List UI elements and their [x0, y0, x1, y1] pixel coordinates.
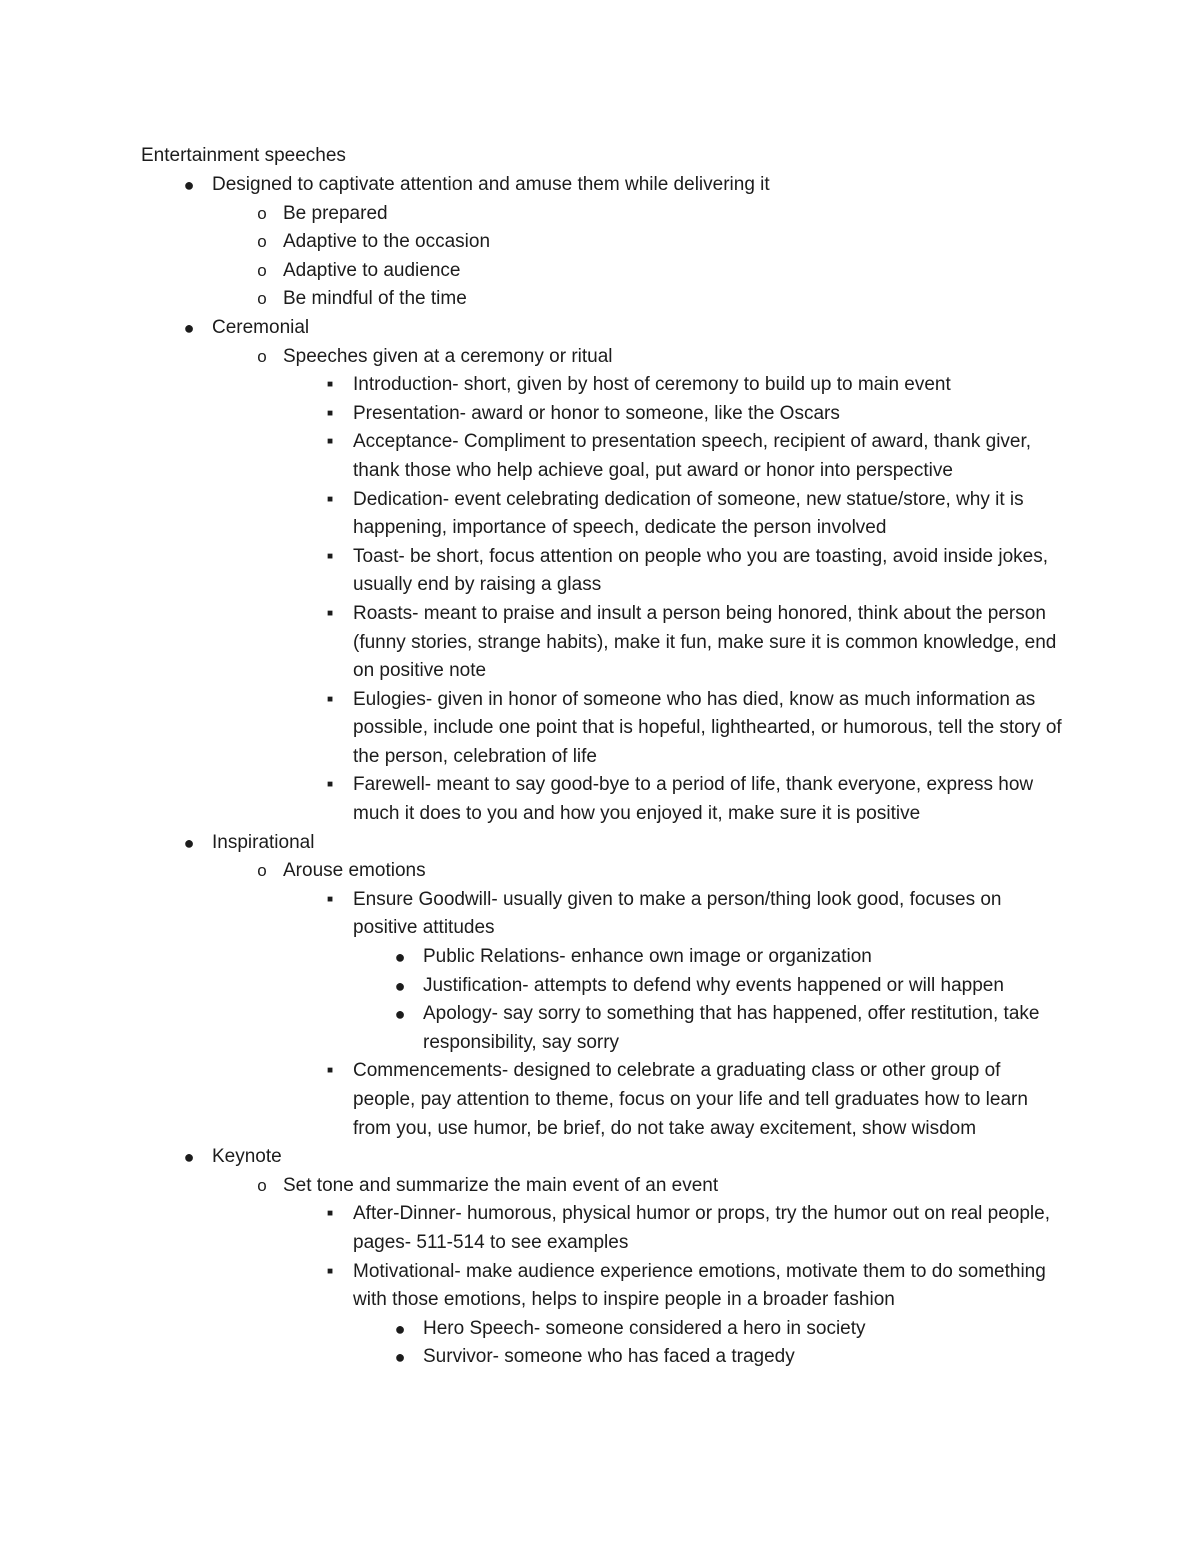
outline-item-text: Inspirational	[212, 831, 315, 853]
square-bullet-icon: ■	[326, 1265, 334, 1277]
bullet-icon: ●	[394, 1347, 406, 1368]
outline-item-level-2	[257, 285, 1062, 314]
square-bullet-icon: ■	[326, 893, 334, 905]
outline-item-level-3	[326, 1200, 1062, 1257]
square-bullet-icon: ■	[326, 493, 334, 505]
outline-item-level-3	[326, 1057, 1062, 1143]
circle-bullet-icon: o	[257, 861, 267, 881]
square-bullet-icon: ■	[326, 779, 334, 791]
outline-item-level-2	[257, 343, 1062, 372]
outline-item-level-3	[326, 886, 1062, 943]
square-bullet-icon: ■	[326, 550, 334, 562]
outline-item-text: Arouse emotions	[283, 860, 426, 882]
bullet-icon: ●	[183, 1147, 195, 1168]
outline-item-text: Apology- say sorry to something that has happened, offer restitution, take responsibility, say sorry	[423, 1003, 1040, 1053]
circle-bullet-icon: o	[257, 289, 267, 309]
outline-item-level-1	[183, 171, 1062, 200]
outline-item-text: Be mindful of the time	[283, 288, 467, 310]
outline-item-text: Ceremonial	[212, 316, 310, 338]
circle-bullet-icon: o	[257, 1175, 267, 1195]
square-bullet-icon: ■	[326, 607, 334, 619]
outline-item-level-4	[394, 1315, 1062, 1344]
outline-item-level-3	[326, 771, 1062, 828]
outline-item-text: Designed to captivate attention and amuse them while delivering it	[212, 174, 770, 195]
bullet-icon: ●	[394, 1004, 406, 1025]
outline-item-text: Farewell- meant to say good-bye to a period of life, thank everyone, express how much it does to you and how you enjoyed it, make sure it is positive	[353, 774, 1034, 825]
outline-item-text: Speeches given at a ceremony or ritual	[283, 345, 613, 367]
square-bullet-icon: ■	[326, 407, 334, 419]
outline-item-level-2	[257, 857, 1062, 886]
document-title: Entertainment speeches	[141, 145, 346, 166]
outline-item-text: Motivational- make audience experience emotions, motivate them to do something with those emotions, helps to inspire people in a broader fashion	[353, 1260, 1046, 1311]
square-bullet-icon: ■	[326, 436, 334, 448]
outline-item-level-1	[183, 314, 1062, 343]
outline-item-level-4	[394, 1000, 1062, 1057]
bullet-icon: ●	[183, 175, 195, 195]
outline-item-text: Public Relations- enhance own image or organization	[423, 946, 872, 968]
outline-item-level-2	[257, 228, 1062, 257]
outline-item-text: Adaptive to audience	[283, 259, 461, 281]
circle-bullet-icon: o	[257, 203, 267, 223]
outline-item-text: Acceptance- Compliment to presentation speech, recipient of award, thank giver, thank those who help achieve goal, put award or honor into perspective	[353, 431, 1032, 481]
outline-item-level-3	[326, 428, 1062, 485]
outline-item-text: Dedication- event celebrating dedication of someone, new statue/store, why it is happening, importance of speech, dedicate the person involved	[353, 488, 1024, 539]
outline-item-level-3	[326, 686, 1062, 772]
outline-item-text: Keynote	[212, 1146, 282, 1168]
square-bullet-icon: ■	[326, 693, 334, 705]
outline-item-level-2	[257, 257, 1062, 286]
outline-item-level-1	[183, 829, 1062, 858]
outline-item-level-3	[326, 486, 1062, 543]
outline-item-text: Be prepared	[283, 202, 388, 224]
outline-item-level-4	[394, 972, 1062, 1001]
circle-bullet-icon: o	[257, 232, 267, 252]
bullet-icon: ●	[394, 975, 406, 996]
circle-bullet-icon: o	[257, 346, 267, 366]
outline-item-level-1	[183, 1143, 1062, 1172]
outline-item-level-3	[326, 1258, 1062, 1315]
outline-item-level-3	[326, 600, 1062, 686]
outline-item-level-3	[326, 543, 1062, 600]
outline-item-level-2	[257, 200, 1062, 229]
square-bullet-icon: ■	[326, 1208, 334, 1220]
outline-item-text: Roasts- meant to praise and insult a person being honored, think about the person (funny stories, strange habits), make it fun, make sure it is common knowledge, end on positive note	[353, 602, 1057, 682]
outline-item-text: Adaptive to the occasion	[283, 231, 491, 253]
outline-item-text: Commencements- designed to celebrate a graduating class or other group of people, pay attention to theme, focus on your life and tell graduates how to learn from you, use humor, be brief, do not take away excitement, show wisdom	[353, 1060, 1028, 1139]
outline-item-level-2	[257, 1172, 1062, 1201]
bullet-icon: ●	[394, 1318, 406, 1339]
outline-item-text: Introduction- short, given by host of ceremony to build up to main event	[353, 374, 951, 396]
bullet-icon: ●	[394, 947, 406, 968]
outline-item-text: Set tone and summarize the main event of an event	[283, 1174, 719, 1196]
square-bullet-icon: ■	[326, 379, 334, 391]
square-bullet-icon: ■	[326, 1065, 334, 1077]
outline-item-text: Eulogies- given in honor of someone who has died, know as much information as possible, include one point that is hopeful, lighthearted, or humorous, tell the story of the person, celebration of life	[353, 688, 1062, 767]
outline-item-text: Presentation- award or honor to someone, like the Oscars	[353, 402, 840, 424]
outline-item-text: Hero Speech- someone considered a hero in society	[423, 1317, 866, 1339]
outline-item-level-3	[326, 400, 1062, 429]
outline-item-text: Justification- attempts to defend why events happened or will happen	[423, 974, 1004, 996]
outline-item-text: Ensure Goodwill- usually given to make a person/thing look good, focuses on positive attitudes	[353, 888, 1002, 939]
outline-item-level-3	[326, 371, 1062, 400]
bullet-icon: ●	[183, 317, 195, 338]
outline-item-text: After-Dinner- humorous, physical humor or props, try the humor out on real people, pages- 511-514 to see examples	[353, 1203, 1050, 1253]
circle-bullet-icon: o	[257, 260, 267, 280]
outline-item-level-4	[394, 943, 1062, 972]
bullet-icon: ●	[183, 832, 195, 853]
outline-item-text: Survivor- someone who has faced a tragedy	[423, 1346, 795, 1368]
outline-item-level-4	[394, 1343, 1062, 1372]
outline-list	[0, 171, 1200, 1372]
outline-item-text: Toast- be short, focus attention on people who you are toasting, avoid inside jokes, usually end by raising a glass	[353, 545, 1048, 596]
